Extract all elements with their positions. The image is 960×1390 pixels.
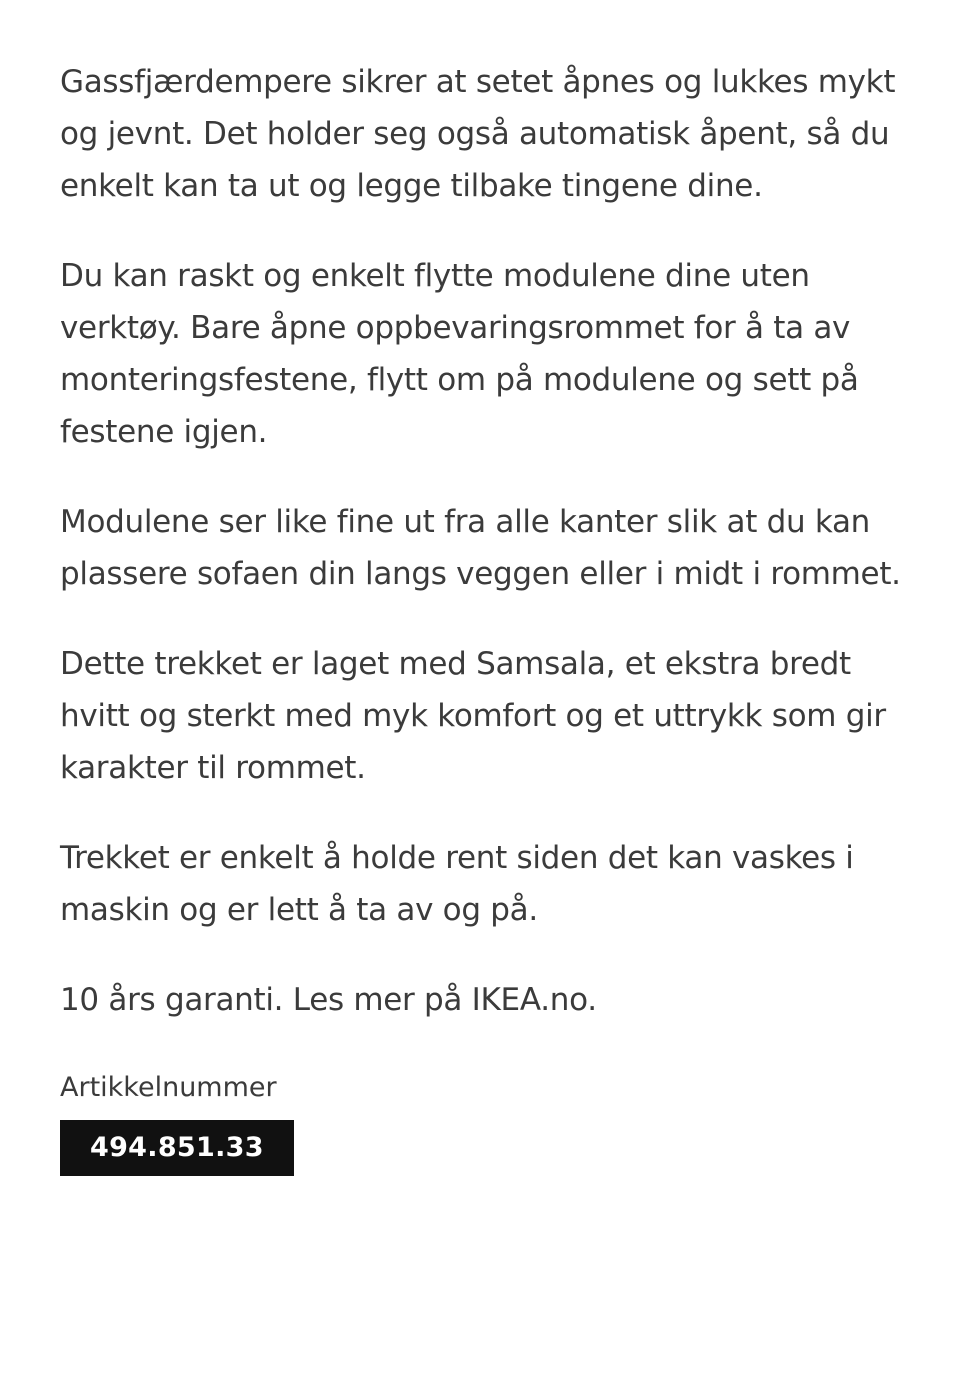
- article-number-label: Artikkelnummer: [60, 1072, 277, 1103]
- product-description: [60, 56, 920, 1176]
- description-paragraph-gas-spring: Gassfjærdempere sikrer at setet åpnes og lukkes mykt og jevnt. Det holder seg også automatisk åpent, så du enkelt kan ta ut og legge tilbake tingene dine.: [60, 64, 896, 204]
- description-paragraph-modules-move: Du kan raskt og enkelt flytte modulene dine uten verktøy. Bare åpne oppbevaringsrommet for å ta av monteringsfestene, flytt om på modulene og sett på festene igjen.: [60, 258, 859, 450]
- description-paragraph-modules-placement: Modulene ser like fine ut fra alle kanter slik at du kan plassere sofaen din langs veggen eller i midt i rommet.: [60, 504, 901, 592]
- description-paragraph-cover-washable: Trekket er enkelt å holde rent siden det kan vaskes i maskin og er lett å ta av og på.: [60, 840, 854, 928]
- description-paragraph-cover-fabric: Dette trekket er laget med Samsala, et ekstra bredt hvitt og sterkt med myk komfort og et uttrykk som gir karakter til rommet.: [60, 646, 886, 786]
- description-paragraph-warranty: 10 års garanti. Les mer på IKEA.no.: [60, 982, 597, 1018]
- article-number-badge: 494.851.33: [60, 1120, 294, 1176]
